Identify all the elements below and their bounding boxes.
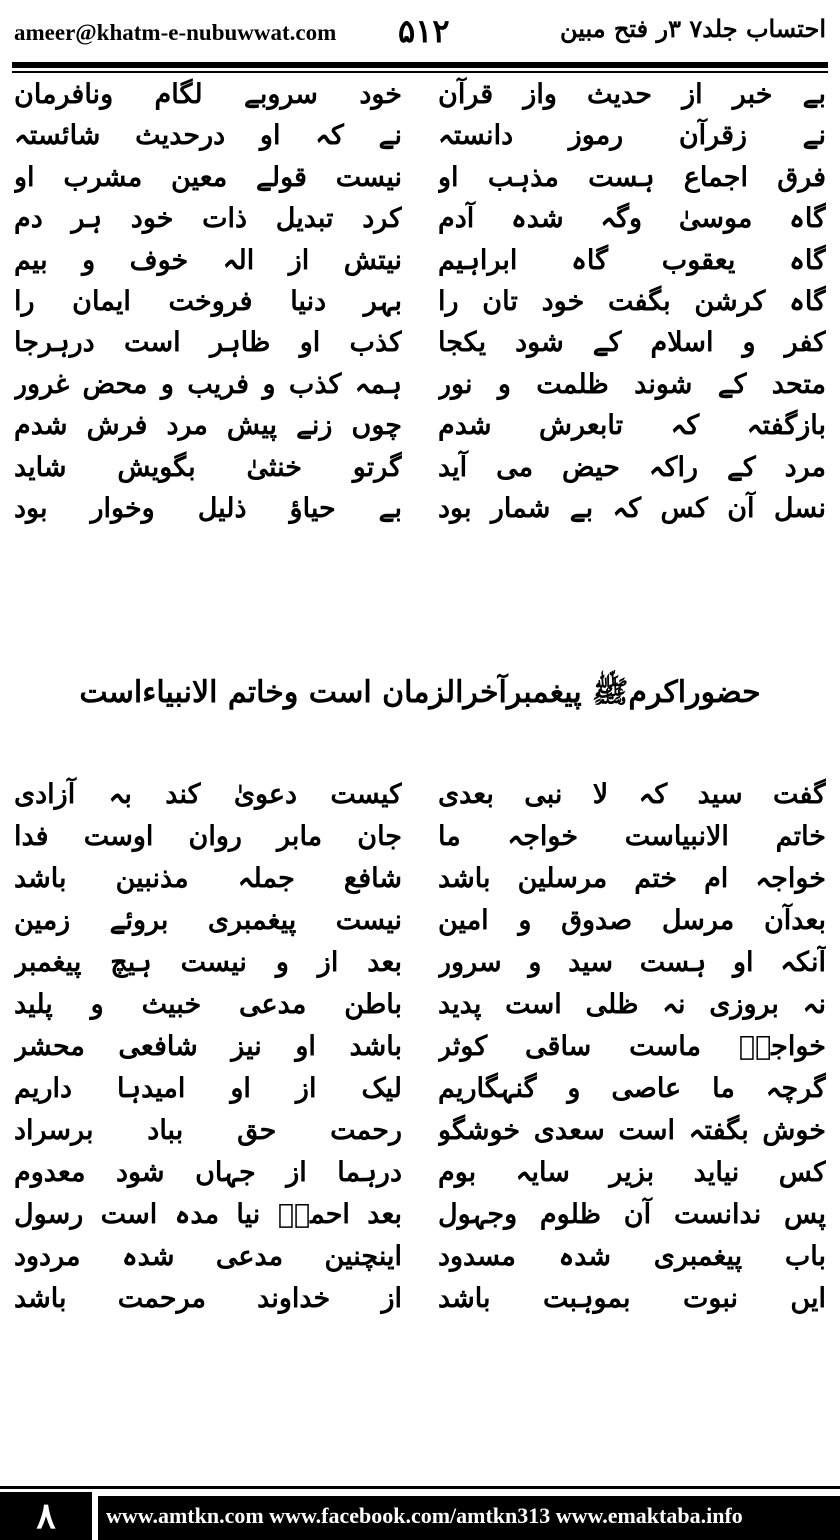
verse <box>0 281 840 322</box>
misra-first: مرد کے راکہ حیض می آید <box>438 451 826 483</box>
verse <box>0 74 840 115</box>
misra-first: متحد کے شوند ظلمت و نور <box>438 368 826 400</box>
verse <box>0 900 840 942</box>
header-rule-thin <box>12 71 828 73</box>
misra-first: خواجہ ام ختم مرسلین باشد <box>438 863 826 894</box>
misra-first: باب پیغمبری شدہ مسدود <box>438 1241 826 1272</box>
misra-first: بعدآن مرسل صدوق و امین <box>438 905 826 936</box>
header-book-title: احتساب جلد۷ ۳ر فتح مبین <box>559 14 826 43</box>
verse <box>0 816 840 858</box>
misra-second: چوں زنے پیش مرد فرش شدم <box>14 410 402 442</box>
misra-first: خواجہٗ ماست ساقی کوثر <box>438 1031 826 1062</box>
misra-second: از خداوند مرحمت باشد <box>14 1283 402 1314</box>
misra-second: رحمت حق بباد برسراد <box>14 1115 402 1146</box>
misra-second: کرد تبدیل ذات خود ہر دم <box>14 203 402 235</box>
verse <box>0 1068 840 1110</box>
misra-second: بعد از و نیست ہیچ پیغمبر <box>14 947 402 978</box>
misra-first: گفت سید کہ لا نبی بعدی <box>438 779 826 810</box>
verse <box>0 1110 840 1152</box>
header-email: ameer@khatm-e-nubuwwat.com <box>14 20 337 45</box>
misra-second: نیست پیغمبری بروئے زمین <box>14 905 402 936</box>
misra-first: گاہ یعقوب گاہ ابراہیم <box>438 244 826 276</box>
misra-first: خاتم الانبیاست خواجہ ما <box>438 821 826 852</box>
misra-first: بازگفتہ کہ تابعرش شدم <box>438 410 826 442</box>
misra-second: بعد احمدؐ نیا مدہ است رسول <box>14 1199 402 1230</box>
verse <box>0 364 840 405</box>
section-heading-text: حضوراکرمﷺ پیغمبرآخرالزمان است وخاتم الانبیاءاست <box>79 675 761 710</box>
misra-first: فرق اجماع ہست مذہب او <box>438 161 826 193</box>
misra-first: کفر و اسلام کے شود یکجا <box>438 327 826 359</box>
misra-second: بہر دنیا فروخت ایمان را <box>14 285 402 317</box>
misra-second: لیک از او امیدہا داریم <box>14 1073 402 1104</box>
misra-second: کیست دعویٰ کند بہ آزادی <box>14 779 402 810</box>
misra-first: پس ندانست آن ظلوم وجہول <box>438 1199 826 1230</box>
verse <box>0 115 840 156</box>
misra-second: باطن مدعی خبیث و پلید <box>14 989 402 1020</box>
misra-first: گرچہ ما عاصی و گنہگاریم <box>438 1073 826 1104</box>
misra-second: اینچنین مدعی شدہ مردود <box>14 1241 402 1272</box>
verse <box>0 858 840 900</box>
verse <box>0 984 840 1026</box>
misra-first: نے زقرآن رموز دانستہ <box>438 120 826 152</box>
misra-first: خوش بگفتہ است سعدی خوشگو <box>438 1115 826 1146</box>
verse <box>0 447 840 488</box>
poem-section-1 <box>0 74 840 529</box>
misra-second: نے کہ او درحدیث شائستہ <box>14 120 402 152</box>
misra-first: ایں نبوت بموہبت باشد <box>438 1283 826 1314</box>
misra-first: بے خبر از حدیث واز قرآن <box>438 79 826 110</box>
verse <box>0 942 840 984</box>
verse <box>0 157 840 198</box>
misra-second: کذب او ظاہر است درہرجا <box>14 327 402 359</box>
verse <box>0 240 840 281</box>
misra-second: جان مابر روان اوست فدا <box>14 821 402 852</box>
misra-second: خود سروبے لگام ونافرمان <box>14 79 402 110</box>
misra-second: نیتش از الہ خوف و بیم <box>14 244 402 276</box>
verse <box>0 405 840 446</box>
misra-first: نہ بروزی نہ ظلی است پدید <box>438 989 826 1020</box>
verse <box>0 1236 840 1278</box>
verse <box>0 1194 840 1236</box>
misra-first: گاہ کرشن بگفت خود تان را <box>438 285 826 317</box>
misra-second: ہمہ کذب و فریب و محض غرور <box>14 368 402 400</box>
poem-section-2 <box>0 774 840 1320</box>
misra-second: گرتو خنثیٰ بگویش شاید <box>14 451 402 483</box>
misra-first: آنکہ او ہست سید و سرور <box>438 947 826 978</box>
header-page-number: ۵۱۲ <box>398 12 450 50</box>
verse <box>0 1278 840 1320</box>
footer-number: ۸ <box>36 1495 56 1537</box>
misra-first: گاہ موسیٰ وگہ شدہ آدم <box>438 203 826 235</box>
page-header <box>0 0 840 62</box>
misra-first: کس نیاید بزیر سایہ بوم <box>438 1157 826 1188</box>
footer-links[interactable]: www.amtkn.com www.facebook.com/amtkn313 www.emaktaba.info <box>106 1503 743 1528</box>
verse <box>0 1152 840 1194</box>
verse <box>0 488 840 529</box>
footer-rule <box>0 1486 840 1489</box>
verse <box>0 322 840 363</box>
verse <box>0 774 840 816</box>
misra-second: درہما از جہاں شود معدوم <box>14 1157 402 1188</box>
header-rule-thick <box>12 62 828 68</box>
verse <box>0 1026 840 1068</box>
misra-second: شافع جملہ مذنبین باشد <box>14 863 402 894</box>
section-heading <box>0 668 840 768</box>
misra-second: باشد او نیز شافعی محشر <box>14 1031 402 1062</box>
misra-second: بے حیاؤ ذلیل وخوار بود <box>14 492 402 524</box>
misra-first: نسل آن کس کہ بے شمار بود <box>438 492 826 524</box>
verse <box>0 198 840 239</box>
misra-second: نیست قولے معین مشرب او <box>14 161 402 193</box>
